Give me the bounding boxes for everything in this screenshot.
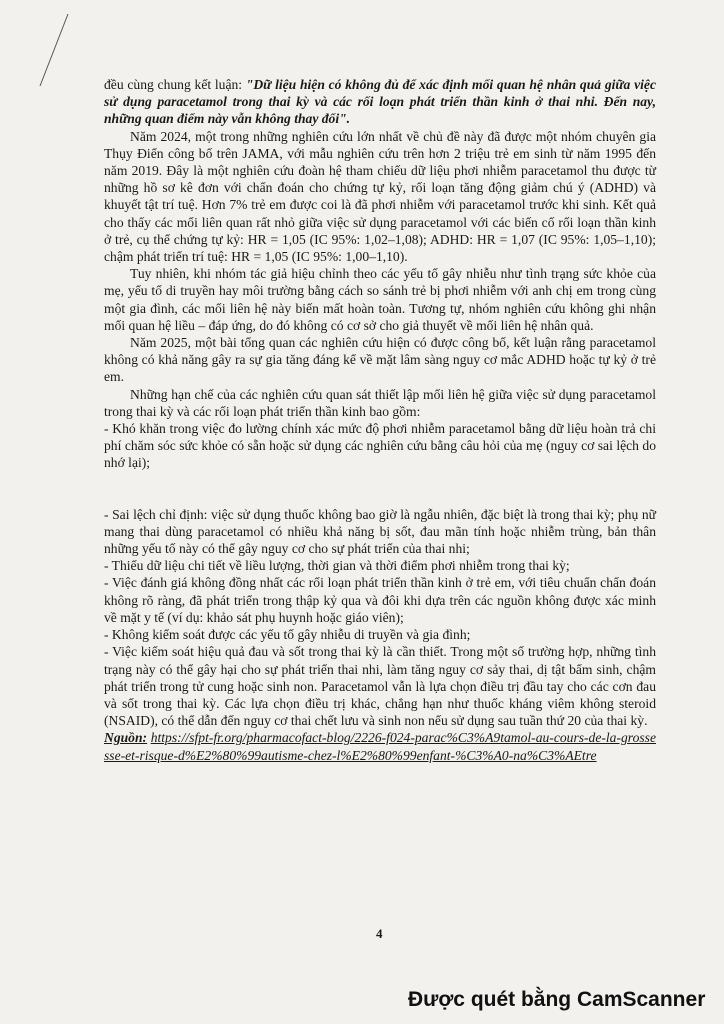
bullet-pain-fever-control: - Việc kiểm soát hiệu quả đau và sốt trong thai kỳ là cần thiết. Trong một số trường hợp, những tình trạng này có thể gây hại cho sự phát triển thai nhi, làm tăng nguy cơ sảy thai, dị tật bẩm sinh, chậm phát triển trong tử cung hoặc sinh non. Paracetamol vẫn là lựa chọn điều trị đầu tay cho các cơn đau và sốt trong thai kỳ. Các lựa chọn điều trị khác, chẳng hạn như thuốc kháng viêm không steroid (NSAID), có thể dẫn đến nguy cơ thai chết lưu và sinh non nếu sử dụng sau tuần thứ 20 của thai kỳ. <box>104 644 656 729</box>
paragraph-jama-study: Năm 2024, một trong những nghiên cứu lớn nhất về chủ đề này đã được một nhóm chuyên gia Thụy Điển công bố trên JAMA, với mẫu nghiên cứu trên hơn 2 triệu trẻ em sinh từ năm 1995 đến năm 2019. Đây là một nghiên cứu đoàn hệ tham chiếu dữ liệu phơi nhiễm paracetamol thu được từ những hồ sơ kê đơn với chẩn đoán cho chứng tự kỷ, rối loạn tăng động giảm chú ý (ADHD) và khuyết tật trí tuệ. Hơn 7% trẻ em được coi là đã phơi nhiễm với paracetamol trước khi sinh. Kết quả cho thấy các mối liên quan rất nhỏ giữa việc sử dụng paracetamol với các biến cố rối loạn thần kinh ở trẻ, cụ thể chứng tự kỷ: HR = 1,05 (IC 95%: 1,02–1,08); ADHD: HR = 1,07 (IC 95%: 1,05–1,10); chậm phát triển trí tuệ: HR = 1,05 (IC 95%: 1,00–1,10). <box>104 128 656 265</box>
bullet-heterogeneous-assessment: - Việc đánh giá không đồng nhất các rối loạn phát triển thần kinh ở trẻ em, với tiêu chuẩn chẩn đoán không rõ ràng, đã phát triển trong thập kỷ qua và đôi khi dựa trên các nguồn không được xác minh về mặt y tế (ví dụ: khảo sát phụ huynh hoặc giáo viên); <box>104 575 656 625</box>
document-body <box>104 76 656 764</box>
blank-line <box>104 489 656 506</box>
page-number: 4 <box>376 926 383 941</box>
paragraph-2025-review: Năm 2025, một bài tổng quan các nghiên cứu hiện có được công bố, kết luận rằng paracetamol không có khả năng gây ra sự gia tăng đáng kể về mặt lâm sàng nguy cơ mắc ADHD hoặc tự kỷ ở trẻ em. <box>104 335 656 385</box>
source-citation <box>104 729 656 763</box>
source-label: Nguồn: <box>104 730 148 746</box>
bullet-indication-bias: - Sai lệch chỉ định: việc sử dụng thuốc không bao giờ là ngẫu nhiên, đặc biệt là trong thai kỳ; phụ nữ mang thai dùng paracetamol có nhiều khả năng bị sốt, đau mãn tính hoặc nhiễm trùng, bản thân những yếu tố này có thể gây nguy cơ cho sự phát triển của thai nhi; <box>104 506 656 557</box>
blank-line <box>104 472 656 489</box>
intro-quote: "Dữ liệu hiện có không đủ để xác định mối quan hệ nhân quả giữa việc sử dụng paracetamol trong thai kỳ và các rối loạn phát triển thần kinh ở thai nhi. Đến nay, những quan điểm này vẫn không thay đổi". <box>104 77 656 127</box>
paragraph-confounders: Tuy nhiên, khi nhóm tác giả hiệu chỉnh theo các yếu tố gây nhiễu như tình trạng sức khỏe của mẹ, yếu tố di truyền hay môi trường bằng cách so sánh trẻ bị phơi nhiễm với anh chị em trong cùng một gia đình, các mối liên hệ này biến mất hoàn toàn. Tương tự, nhóm nghiên cứu không ghi nhận mối quan hệ liều – đáp ứng, do đó không có cơ sở cho giả thuyết về mối liên hệ nhân quả. <box>104 266 656 333</box>
bullet-exposure-measurement: - Khó khăn trong việc đo lường chính xác mức độ phơi nhiễm paracetamol bằng dữ liệu hoàn trả chi phí chăm sóc sức khỏe có sẵn hoặc sử dụng các nghiên cứu bằng câu hỏi của mẹ (nguy cơ sai lệch do nhớ lại); <box>104 421 656 471</box>
camscanner-watermark <box>408 984 708 1014</box>
intro-paragraph <box>104 76 656 128</box>
pen-stroke-mark <box>30 10 70 90</box>
paragraph-limitations-intro: Những hạn chế của các nghiên cứu quan sát thiết lập mối liên hệ giữa việc sử dụng paracetamol trong thai kỳ và các rối loạn phát triển thần kinh bao gồm: <box>104 386 656 419</box>
intro-lead: đều cùng chung kết luận: <box>104 77 246 92</box>
source-link[interactable]: https://sfpt-fr.org/pharmacofact-blog/2226-f024-parac%C3%A9tamol-au-cours-de-la-grossesse-et-risque-d%E2%80%99autisme-chez-l%E2%80%99enfant-%C3%A0-na%C3%AEtre <box>104 730 656 763</box>
bullet-genetic-confounders: - Không kiểm soát được các yếu tố gây nhiễu di truyền và gia đình; <box>104 627 471 643</box>
watermark-text: Được quét bằng CamScanner <box>408 988 706 1011</box>
bullet-dosage-data: - Thiếu dữ liệu chi tiết về liều lượng, thời gian và thời điểm phơi nhiễm trong thai kỳ; <box>104 558 570 574</box>
